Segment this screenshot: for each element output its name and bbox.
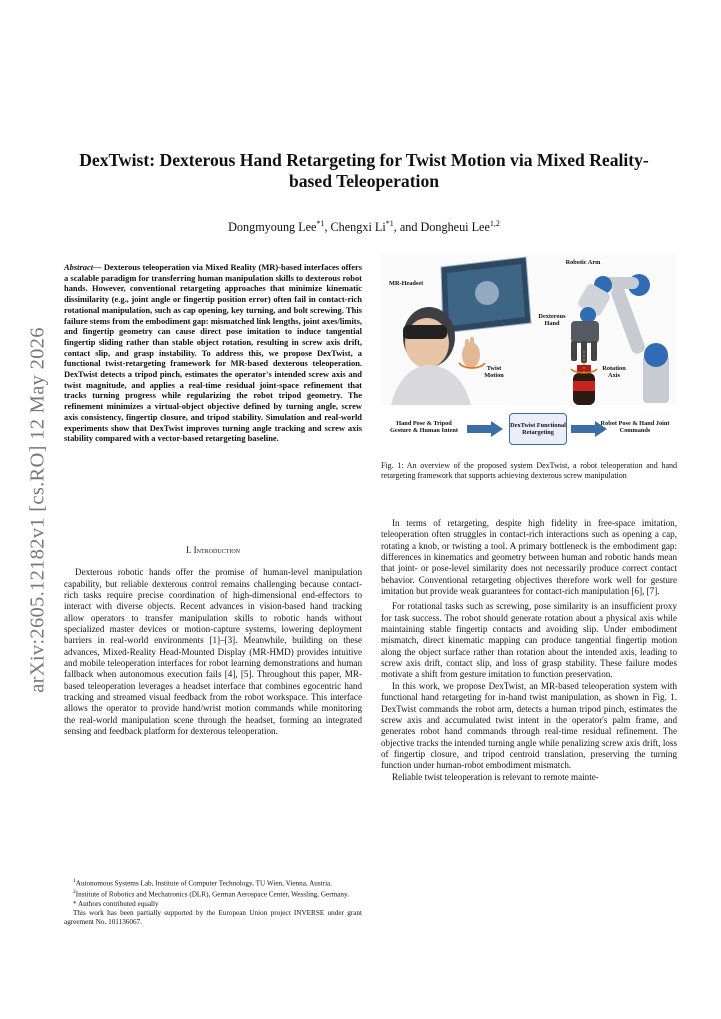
dexterous-hand-icon [571, 321, 599, 363]
body-paragraph-rotational: For rotational tasks such as screwing, pose similarity is an insufficient proxy for task success. The robot should generate rotation about a physical axis while maintaining stable fingertip contacts and avoiding slip. Under embodiment mismatch, direct kinematic mapping can produce tangential fingertip motion along the object surface rather than rotation about the intended axis, leading to screw axis drift, contact slip, and loss of grasp stability. These failure modes motivate a shift from gesture imitation to function preservation. [381, 601, 677, 680]
footnote-2: $^2$Institute of Robotics and Mechatronics (DLR), German Aerospace Center, Wessling, Germany. [73, 889, 349, 899]
figure-1-caption: Fig. 1: An overview of the proposed system DexTwist, a robot teleoperation and hand retargeting framework that supports achieving dexterous screw manipulation [381, 461, 677, 480]
body-paragraph-retargeting: In terms of retargeting, despite high fidelity in free-space imitation, teleoperation often struggles in contact-rich interactions such as opening a cap, rotating a knob, or twisting a tool. A primary bottleneck is the embodiment gap: differences in kinematics and geometry between human and robotic hands mean that joint- or pose-level similarity does not necessarily produce correct contact behavior. Conventional retargeting objectives therefore work well for gesture imitation but provide weak guarantees for contact-rich manipulation [6], [7]. [381, 518, 677, 597]
introduction-section [64, 545, 362, 738]
flow-output-label: Robot Pose & Hand Joint Commands [600, 420, 670, 434]
author-3-affil: 1,2 [489, 219, 500, 228]
section-heading-introduction: I. Introduction [185, 545, 241, 555]
headset-view-panel [441, 257, 531, 333]
right-column-text [381, 518, 677, 783]
intro-paragraph-1: Dexterous robotic hands offer the promise of human-level manipulation capability, but reliable dexterous control remains challenging because contact-rich tasks require precise coordination of high-dimensional end-effectors to interact with diverse objects. Recent advances in vision-based hand tracking allow operators to transfer manipulation skills to robotic hands without specialized master devices or motion-capture systems, lowering deployment barriers in real-world environments [1]–[3]. Meanwhile, building on these advances, Mixed-Reality Head-Mounted Display (MR-HMD) provides intuitive and mobile teleoperation interfaces for robot learning demonstrations and human fallback when autonomous execution fails [4], [5]. Throughout this paper, MR-based teleoperation leverages a headset interface that combines egocentric hand tracking and streamed visual feedback from the robot workspace. This interface allows the operator to provide hand/wrist motion commands while monitoring the real-world manipulation scene through the headset, forming an integrated sensing and feedback platform for dexterous teleoperation. [64, 567, 362, 737]
flow-input-label: Hand Pose & Tripod Gesture & Human Intent [390, 420, 458, 434]
label-mr-headset: MR-Headset [389, 280, 424, 287]
abstract-text: Dexterous teleoperation via Mixed Reality (MR)-based interfaces offers a scalable paradigm for transferring human manipulation skills to dexterous robot hands. However, conventional retargeting approaches that minimize kinematic dissimilarity (e.g., joint angle or fingertip position error) often fail in contact-rich rotational manipulation, such as cap opening, key turning, and bolt screwing. This failure stems from the embodiment gap: mismatched link lengths, joint axes/limits, and fingertip geometry can cause direct pose imitation to induce tangential fingertip sliding rather than stable object rotation, resulting in screw axis drift, contact slip, and grasp instability. To address this, we propose DexTwist, a functional twist-retargeting framework for MR-based dexterous teleoperation. DexTwist detects a tripod pinch, estimates the operator's intended screw axis and twist magnitude, and applies a real-time residual joint-space refinement that tracks turning progress while regularizing the robot tripod geometry. The refinement minimizes a virtual-object objective defined by turning angle, screw axis consistency, fingertip closure, and tripod stability. Simulation and real-world experiments show that DexTwist improves turning angle tracking and screw axis stability compared with a vector-based retargeting baseline. [64, 262, 362, 444]
paper-title: DexTwist: Dexterous Hand Retargeting for Twist Motion via Mixed Reality-based Teleoperation [79, 150, 649, 191]
label-robotic-arm: Robotic Arm [565, 259, 601, 266]
author-2-affil: *1 [385, 219, 394, 228]
flow-method-label: DexTwist Functional Retargeting [510, 422, 566, 436]
author-sep: , and [393, 220, 421, 235]
author-1-affil: *1 [316, 219, 325, 228]
label-dexterous-hand: Dexterous Hand [538, 313, 566, 327]
footnote-equal-contribution: * Authors contributed equally [73, 899, 159, 908]
abstract [64, 262, 362, 444]
abstract-label: Abstract [64, 262, 94, 272]
footnote-funding: This work has been partially supported by the European Union project INVERSE under grant agreement No. 101136067. [64, 908, 362, 926]
body-paragraph-proposal: In this work, we propose DexTwist, an MR-based teleoperation system with functional hand retargeting for in-hand twist manipulation, as shown in Fig. 1. DexTwist commands the robot arm, detects a human tripod pinch, estimates the screw axis and accumulated twist intent in the operator's palm frame, and generates robot hand commands through real-time residual refinement. The objective tracks the intended turning angle while penalizing screw axis drift, loss of fingertip closure, and tripod centroid translation, preserving the turning function under human-robot embodiment mismatch. [381, 680, 677, 771]
label-twist-motion: Twist Motion [484, 365, 504, 379]
author-list [70, 219, 658, 235]
abstract-dash: — [93, 262, 104, 272]
arxiv-identifier: arXiv:2605.12182v1 [cs.RO] 12 May 2026 [26, 327, 49, 693]
label-rotation-axis: Rotation Axis [602, 365, 626, 379]
figure-1 [381, 255, 677, 451]
author-2: Chengxi Li [330, 220, 386, 235]
footnote-1: $^1$Autonomous Systems Lab, Institute of Computer Technology, TU Wien, Vienna, Austria. [73, 878, 333, 888]
mr-headset-icon [403, 325, 447, 339]
author-1: Dongmyoung Lee [228, 220, 317, 235]
body-paragraph-relevance: Reliable twist teleoperation is relevant to remote mainte- [392, 771, 599, 782]
flow-method-box [509, 413, 567, 445]
flow-arrow-1-icon [467, 421, 503, 437]
footnotes [64, 877, 362, 927]
figure-illustration [381, 255, 677, 405]
author-3: Dongheui Lee [420, 220, 490, 235]
author-sep: , [324, 220, 331, 235]
